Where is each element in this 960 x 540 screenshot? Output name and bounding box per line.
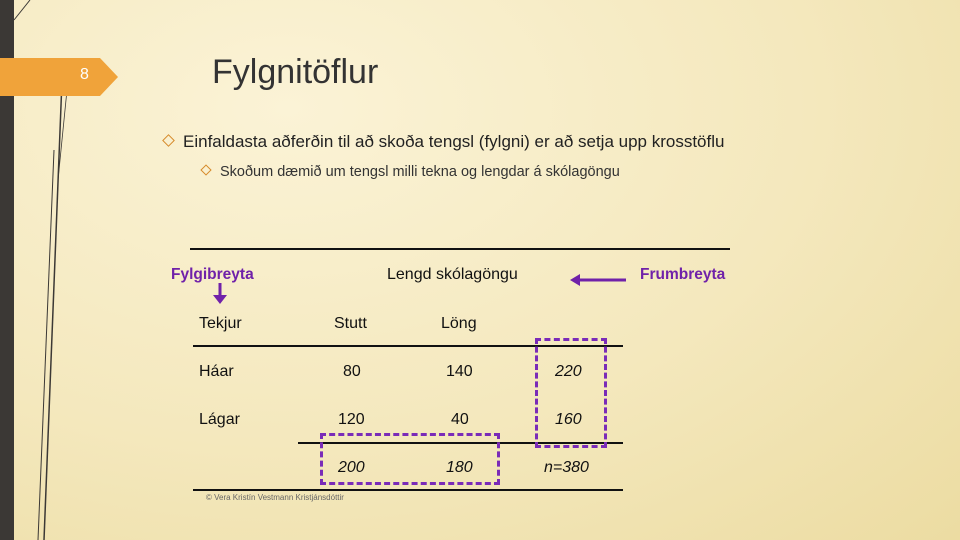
bullet-level-2-text: Skoðum dæmið um tengsl milli tekna og lengdar á skólagöngu: [220, 164, 620, 180]
bullet-level-1-text: Einfaldasta aðferðin til að skoða tengsl (fylgni) er að setja upp krosstöflu: [183, 132, 725, 151]
diamond-bullet-icon: [200, 164, 211, 175]
bullet-level-2: [202, 164, 620, 180]
independent-variable-label: Frumbreyta: [640, 266, 726, 283]
copyright-credit: © Vera Kristín Vestmann Kristjánsdóttir: [206, 493, 344, 502]
row-totals-highlight: [535, 338, 607, 448]
cell-value: 140: [446, 363, 473, 380]
down-arrow-icon: [208, 283, 232, 305]
column-totals-highlight: [320, 433, 500, 485]
grand-total: n=380: [544, 459, 589, 476]
table-top-rule: [190, 248, 730, 250]
row-label: Lágar: [199, 411, 240, 428]
diamond-bullet-icon: [162, 134, 175, 147]
column-total-long: 180: [446, 459, 473, 476]
slide-title: Fylgnitöflur: [212, 53, 379, 91]
slide-number: 8: [80, 66, 89, 83]
bullet-level-1: [164, 132, 724, 152]
slide-number-tab: [0, 58, 118, 96]
cell-value: 40: [451, 411, 469, 428]
left-arrow-icon: [570, 272, 626, 288]
column-header-stutt: Stutt: [334, 315, 367, 332]
column-total-stutt: 200: [338, 459, 365, 476]
row-variable-header: Tekjur: [199, 315, 242, 332]
cell-value: 80: [343, 363, 361, 380]
dependent-variable-label: Fylgibreyta: [171, 266, 254, 283]
column-header-long: Löng: [441, 315, 477, 332]
cell-value: 120: [338, 411, 365, 428]
row-total: 220: [555, 363, 582, 380]
row-total: 160: [555, 411, 582, 428]
table-bottom-rule: [193, 489, 623, 491]
row-label: Háar: [199, 363, 234, 380]
column-variable-label: Lengd skólagöngu: [387, 266, 518, 283]
